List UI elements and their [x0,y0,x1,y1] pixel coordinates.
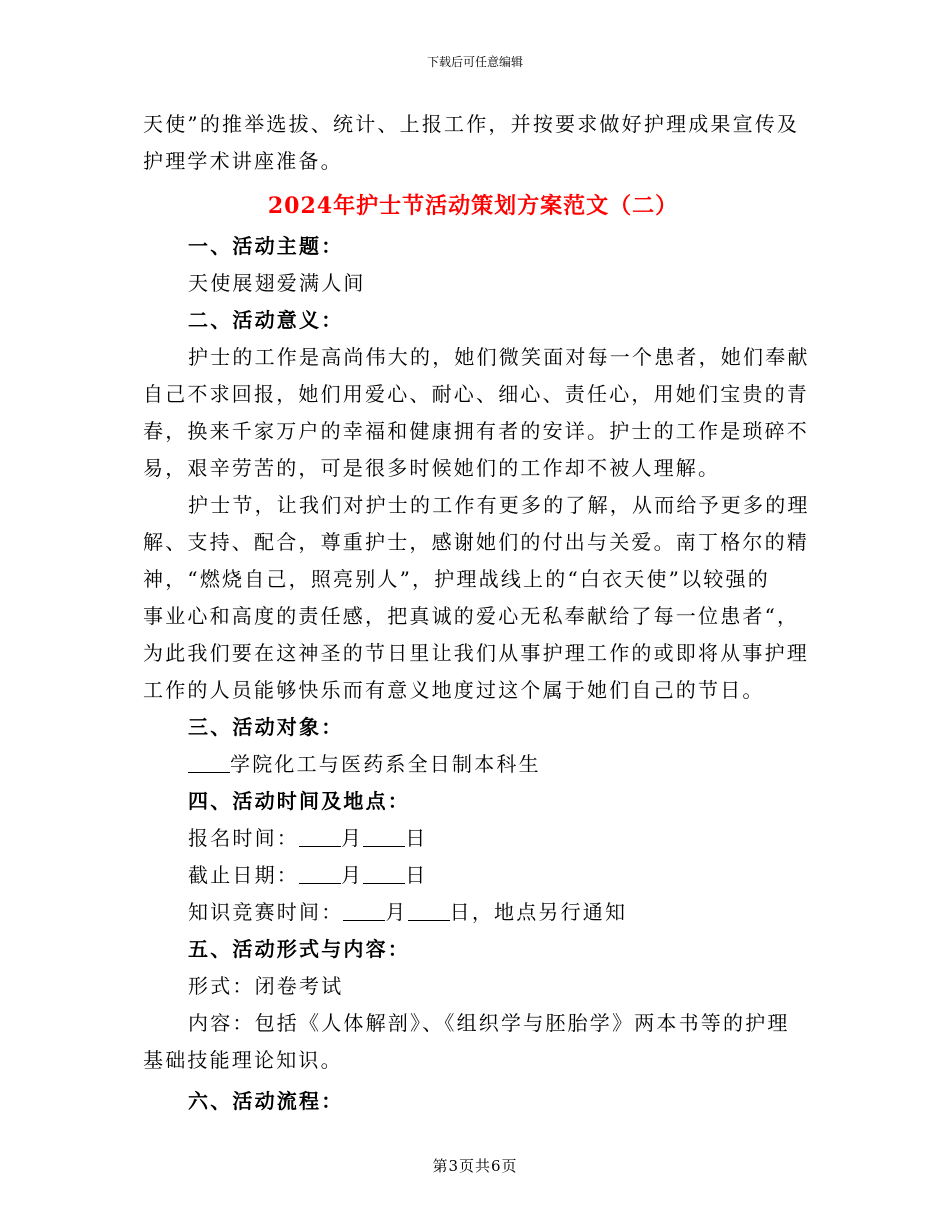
blank-underline [363,863,405,884]
body-line: 神，“燃烧自己，照亮别人”，护理战线上的“白衣天使”以较强的 [143,567,770,591]
heading-activity-form: 五、活动形式与内容： [188,937,410,961]
contest-time-line [143,894,803,931]
body-line: 基础技能理论知识。 [143,1048,343,1072]
body-line: 自己不求回报，她们用爱心、耐心、细心、责任心，用她们宝贵的青 [143,382,809,406]
body-line: 内容：包括《人体解剖》、《组织学与胚胎学》两本书等的护理 [188,1011,790,1035]
blank-underline [408,900,450,921]
deadline-label: 截止日期： [188,863,299,887]
page-header: 下载后可任意编辑 [426,55,523,69]
body-line: 工作的人员能够快乐而有意义地度过这个属于她们自己的节日。 [143,678,765,702]
blank-underline [343,900,385,921]
body-line: 易，艰辛劳苦的，可是很多时候她们的工作却不被人理解。 [143,456,721,480]
activity-target-text: 学院化工与医药系全日制本科生 [230,752,541,776]
blank-underline [299,863,341,884]
body-line: 护士节，让我们对护士的工作有更多的了解，从而给予更多的理 [188,493,810,517]
deadline-line [143,857,803,894]
heading-activity-process: 六、活动流程： [188,1089,344,1113]
day-label: 日 [405,826,428,850]
document-body [143,106,810,1120]
activity-theme-text: 天使展翅爱满人间 [188,271,366,295]
body-line: 为此我们要在这神圣的节日里让我们从事护理工作的或即将从事护理 [143,641,809,665]
heading-activity-time: 四、活动时间及地点： [188,789,410,813]
contest-location-note: ，地点另行通知 [471,900,628,924]
body-line: 天使”的推举选拔、统计、上报工作，并按要求做好护理成果宣传及 [143,112,800,136]
section-title: 2024年护士节活动策划方案范文（二） [267,193,679,219]
month-label: 月 [341,863,364,887]
heading-activity-theme: 一、活动主题： [188,234,344,258]
activity-target-line [143,746,803,783]
day-label: 日 [449,900,472,924]
form-text: 形式：闭卷考试 [188,974,344,998]
registration-label: 报名时间： [188,826,299,850]
body-line: 事业心和高度的责任感，把真诚的爱心无私奉献给了每一位患者“， [143,604,800,628]
registration-time-line [143,820,803,857]
body-line: 春，换来千家万户的幸福和健康拥有者的安详。护士的工作是琐碎不 [143,419,809,443]
month-label: 月 [341,826,364,850]
month-label: 月 [385,900,408,924]
heading-activity-target: 三、活动对象： [188,715,344,739]
contest-label: 知识竞赛时间： [188,900,344,924]
blank-underline [299,826,341,847]
body-line: 护理学术讲座准备。 [143,149,343,173]
body-line: 护士的工作是高尚伟大的，她们微笑面对每一个患者，她们奉献 [188,345,810,369]
body-line: 解、支持、配合，尊重护士，感谢她们的付出与关爱。南丁格尔的精 [143,530,809,554]
blank-underline [363,826,405,847]
day-label: 日 [405,863,428,887]
page-footer: 第3页共6页 [432,1157,518,1175]
heading-activity-meaning: 二、活动意义： [188,308,344,332]
blank-underline [188,752,230,773]
